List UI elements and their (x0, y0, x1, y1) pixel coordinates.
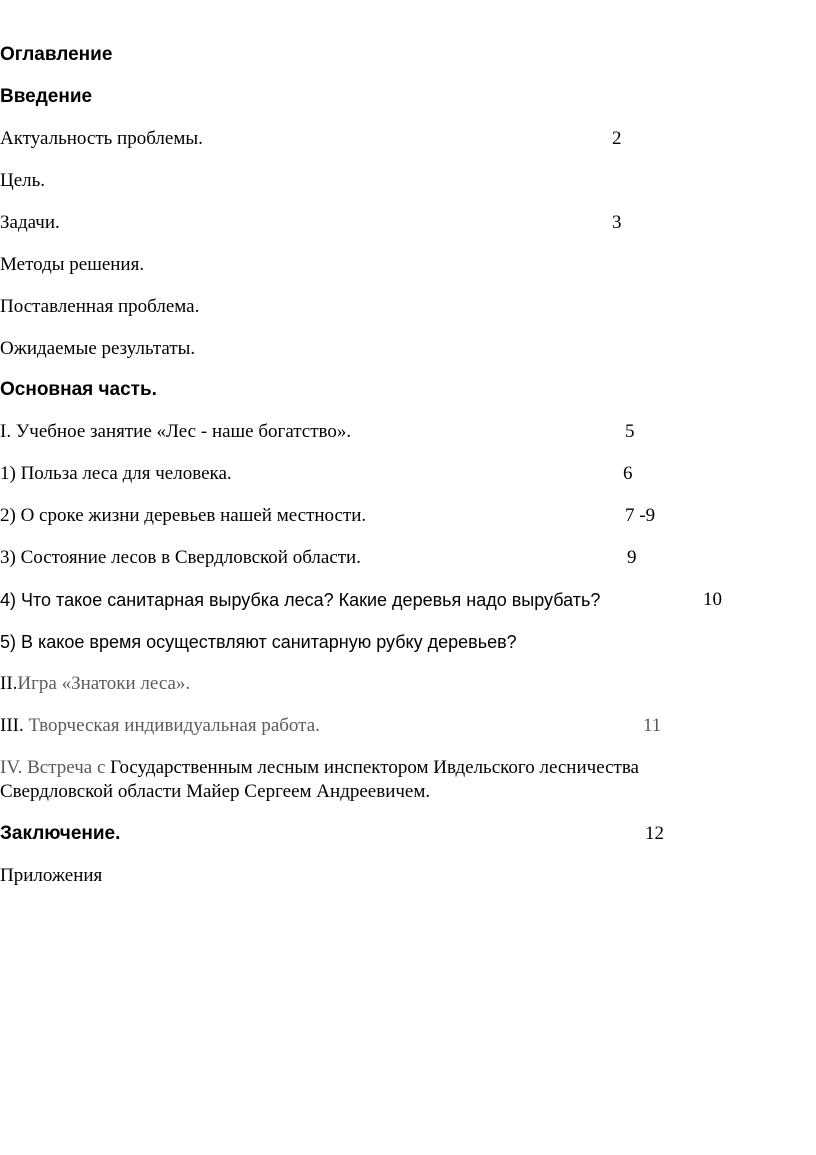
toc-entry-game-label: Игра «Знатоки леса». (17, 673, 191, 694)
toc-entry-tasks-label: Задачи. (0, 212, 60, 233)
toc-entry-problem-label: Поставленная проблема. (0, 296, 200, 317)
toc-entry-conclusion-page: 12 (645, 823, 664, 844)
toc-entry-item3-label: 3) Состояние лесов в Свердловской области. (0, 547, 361, 568)
toc-entry-game-num: II. (0, 673, 18, 694)
toc-entry-meeting-label-2: Свердловской области Майер Сергеем Андреевичем. (0, 781, 431, 802)
toc-entry-item2-page: 7 -9 (625, 505, 656, 526)
toc-heading: Оглавление (0, 44, 113, 65)
toc-entry-item4-page: 10 (703, 589, 722, 610)
intro-heading: Введение (0, 86, 93, 107)
toc-entry-creative-label: Творческая индивидуальная работа. (23, 715, 320, 736)
toc-entry-meeting-line1 (0, 757, 639, 779)
toc-entry-creative-page: 11 (643, 715, 662, 736)
toc-entry-methods-label: Методы решения. (0, 254, 145, 275)
toc-entry-creative (0, 715, 320, 737)
toc-entry-item5-label: 5) В какое время осуществляют санитарную рубку деревьев? (0, 632, 517, 652)
toc-entry-relevance-label: Актуальность проблемы. (0, 128, 203, 149)
toc-entry-goal-label: Цель. (0, 170, 46, 191)
toc-entry-item1-label: 1) Польза леса для человека. (0, 463, 232, 484)
toc-entry-conclusion-label: Заключение. (0, 823, 121, 844)
toc-entry-item1-page: 6 (623, 463, 633, 484)
toc-entry-item3-page: 9 (627, 547, 637, 568)
toc-entry-game (0, 673, 190, 695)
toc-entry-tasks-page: 3 (612, 212, 622, 233)
toc-entry-item2-label: 2) О сроке жизни деревьев нашей местности. (0, 505, 367, 526)
toc-entry-lesson-label: I. Учебное занятие «Лес - наше богатство». (0, 421, 352, 442)
toc-entry-appendix-label: Приложения (0, 865, 103, 886)
toc-entry-meeting-prefix: IV. Встреча с (0, 757, 106, 778)
toc-entry-results-label: Ожидаемые результаты. (0, 338, 196, 359)
main-heading: Основная часть. (0, 379, 157, 400)
toc-entry-creative-num: III. (0, 715, 24, 736)
toc-entry-meeting-label-1: Государственным лесным инспектором Ивдельского лесничества (105, 757, 639, 778)
toc-entry-relevance-page: 2 (612, 128, 622, 149)
toc-entry-lesson-page: 5 (625, 421, 635, 442)
toc-entry-item4-label: 4) Что такое санитарная вырубка леса? Какие деревья надо вырубать? (0, 590, 601, 610)
